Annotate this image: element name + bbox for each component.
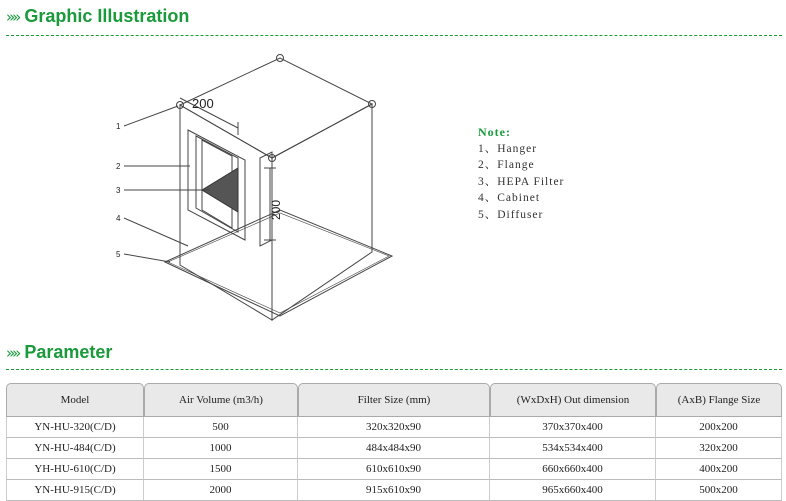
header-air-volume: Air Volume (m3/h) (144, 383, 298, 417)
callout-1: 1 (116, 122, 121, 131)
cell-filter-size: 915x610x90 (298, 480, 490, 501)
cell-flange-size: 500x200 (656, 480, 782, 501)
cell-flange-size: 400x200 (656, 459, 782, 480)
dimension-label-top: 200 (192, 96, 214, 111)
cell-air-volume: 1500 (144, 459, 298, 480)
callout-4: 4 (116, 214, 121, 223)
section-title-parameter: Parameter (24, 342, 113, 362)
cell-filter-size: 320x320x90 (298, 417, 490, 438)
note-item-diffuser: 5、Diffuser (478, 208, 544, 221)
section-header-parameter (6, 342, 112, 363)
header-flange-size: (AxB) Flange Size (656, 383, 782, 417)
table-row (6, 438, 782, 459)
cell-model: YN-HU-320(C/D) (6, 417, 144, 438)
callout-5: 5 (116, 250, 121, 259)
header-out-dimension: (WxDxH) Out dimension (490, 383, 656, 417)
callout-2: 2 (116, 162, 121, 171)
cabinet-side (272, 104, 372, 320)
section-divider (6, 35, 782, 36)
base-plate (165, 210, 392, 316)
chevrons-icon: »» (6, 7, 19, 26)
cell-out-dimension: 534x534x400 (490, 438, 656, 459)
notes-panel (478, 124, 564, 223)
note-item-hepa-filter: 3、HEPA Filter (478, 175, 565, 188)
cell-model: YH-HU-610(C/D) (6, 459, 144, 480)
note-item-flange: 2、Flange (478, 159, 535, 171)
cell-model: YN-HU-484(C/D) (6, 438, 144, 459)
note-item-cabinet: 4、Cabinet (478, 192, 541, 204)
notes-title: Note: (478, 125, 511, 139)
section-divider (6, 369, 782, 370)
cell-air-volume: 2000 (144, 480, 298, 501)
cell-air-volume: 1000 (144, 438, 298, 459)
cell-out-dimension: 660x660x400 (490, 459, 656, 480)
table-row (6, 480, 782, 501)
cell-filter-size: 610x610x90 (298, 459, 490, 480)
cell-out-dimension: 965x660x400 (490, 480, 656, 501)
header-model: Model (6, 383, 144, 417)
section-title-graphic: Graphic Illustration (24, 6, 190, 26)
cell-flange-size: 200x200 (656, 417, 782, 438)
cell-filter-size: 484x484x90 (298, 438, 490, 459)
dimension-label-side: 200 (269, 199, 283, 220)
cell-model: YN-HU-915(C/D) (6, 480, 144, 501)
section-header-graphic (6, 6, 189, 27)
callout-3: 3 (116, 186, 121, 195)
cell-air-volume: 500 (144, 417, 298, 438)
table-row (6, 459, 782, 480)
header-filter-size: Filter Size (mm) (298, 383, 490, 417)
hepa-box-drawing (110, 40, 410, 325)
table-header-row (6, 383, 782, 417)
note-item-hanger: 1、Hanger (478, 142, 538, 155)
table-row (6, 417, 782, 438)
parameter-table (6, 383, 782, 501)
cell-out-dimension: 370x370x400 (490, 417, 656, 438)
chevrons-icon: »» (6, 343, 19, 362)
cell-flange-size: 320x200 (656, 438, 782, 459)
